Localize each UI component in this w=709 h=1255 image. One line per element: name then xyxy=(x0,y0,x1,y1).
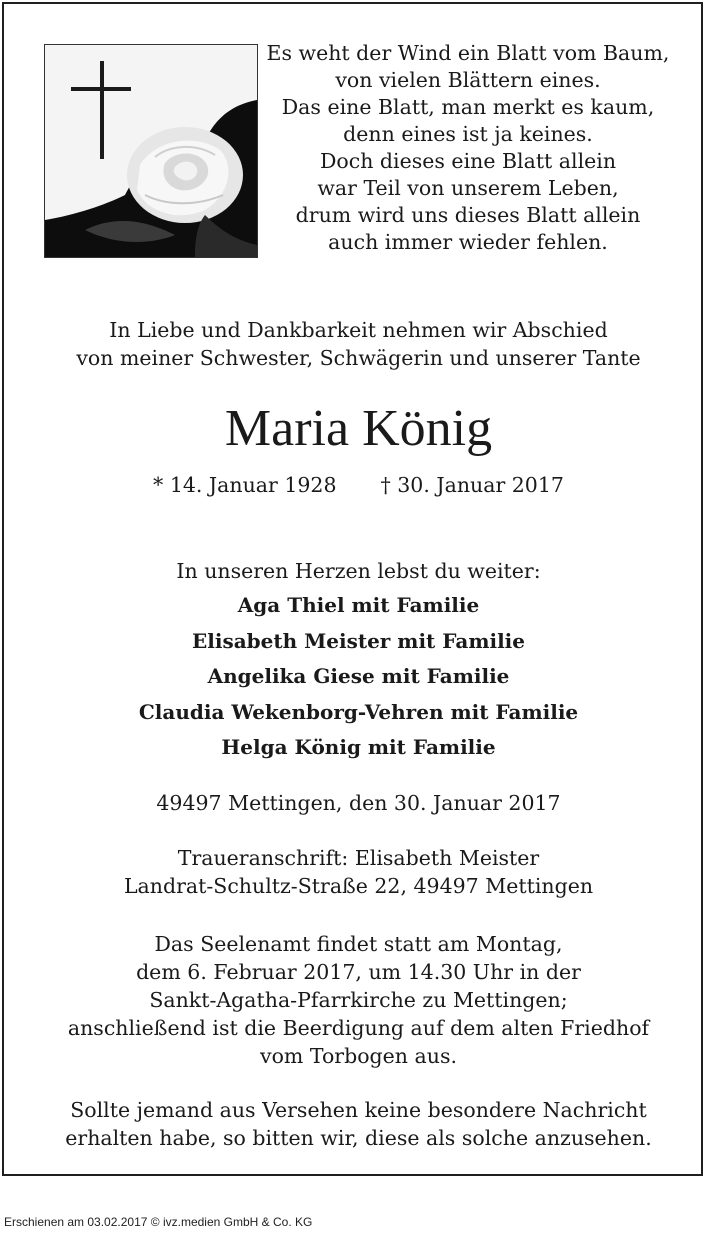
mourner-entry: Claudia Wekenborg-Vehren mit Familie xyxy=(138,699,579,724)
poem-line: Doch dieses eine Blatt allein xyxy=(319,149,617,173)
note-line: Sollte jemand aus Versehen keine besondere Nachricht xyxy=(70,1098,647,1122)
place-date: 49497 Mettingen, den 30. Januar 2017 xyxy=(156,791,561,815)
heart-line: In unseren Herzen lebst du weiter: xyxy=(176,559,541,583)
service-line: dem 6. Februar 2017, um 14.30 Uhr in der xyxy=(136,960,581,984)
rose-icon xyxy=(45,45,257,257)
poem-line: denn eines ist ja keines. xyxy=(343,122,593,146)
poem-line: auch immer wieder fehlen. xyxy=(328,230,608,254)
intro-text xyxy=(4,316,709,372)
publication-footer: Erschienen am 03.02.2017 © ivz.medien GmbH & Co. KG xyxy=(4,1215,313,1229)
poem-line: Es weht der Wind ein Blatt vom Baum, xyxy=(266,41,670,65)
poem xyxy=(262,40,674,256)
life-dates xyxy=(4,470,709,500)
closing-note xyxy=(4,1096,709,1152)
service-line: anschließend ist die Beerdigung auf dem alten Friedhof xyxy=(67,1016,650,1040)
intro-line: In Liebe und Dankbarkeit nehmen wir Abschied xyxy=(109,318,608,342)
cross-rose-image xyxy=(44,44,258,258)
mourner-entry: Angelika Giese mit Familie xyxy=(207,664,510,688)
poem-line: Das eine Blatt, man merkt es kaum, xyxy=(281,95,655,119)
mourner-entry: Helga König mit Familie xyxy=(221,735,496,759)
mourners-list xyxy=(4,588,709,766)
intro-line: von meiner Schwester, Schwägerin und unserer Tante xyxy=(76,346,641,370)
note-line: erhalten habe, so bitten wir, diese als solche anzusehen. xyxy=(65,1126,652,1150)
address-line: Landrat-Schultz-Straße 22, 49497 Mettingen xyxy=(123,874,594,898)
poem-line: war Teil von unserem Leben, xyxy=(317,176,619,200)
address-line: Traueranschrift: Elisabeth Meister xyxy=(177,846,540,870)
poem-line: von vielen Blättern eines. xyxy=(335,68,601,92)
service-line: vom Torbogen aus. xyxy=(259,1044,457,1068)
birth-date: * 14. Januar 1928 xyxy=(153,473,337,497)
mourning-address xyxy=(4,844,709,900)
service-line: Das Seelenamt findet statt am Montag, xyxy=(154,932,563,956)
service-info xyxy=(4,930,709,1070)
service-line: Sankt-Agatha-Pfarrkirche zu Mettingen; xyxy=(149,988,568,1012)
mourner-entry: Aga Thiel mit Familie xyxy=(237,593,480,617)
deceased-name: Maria König xyxy=(224,400,493,457)
poem-line: drum wird uns dieses Blatt allein xyxy=(295,203,641,227)
mourner-entry: Elisabeth Meister mit Familie xyxy=(192,628,525,653)
death-date: † 30. Januar 2017 xyxy=(380,473,564,497)
obituary-frame xyxy=(2,2,703,1176)
